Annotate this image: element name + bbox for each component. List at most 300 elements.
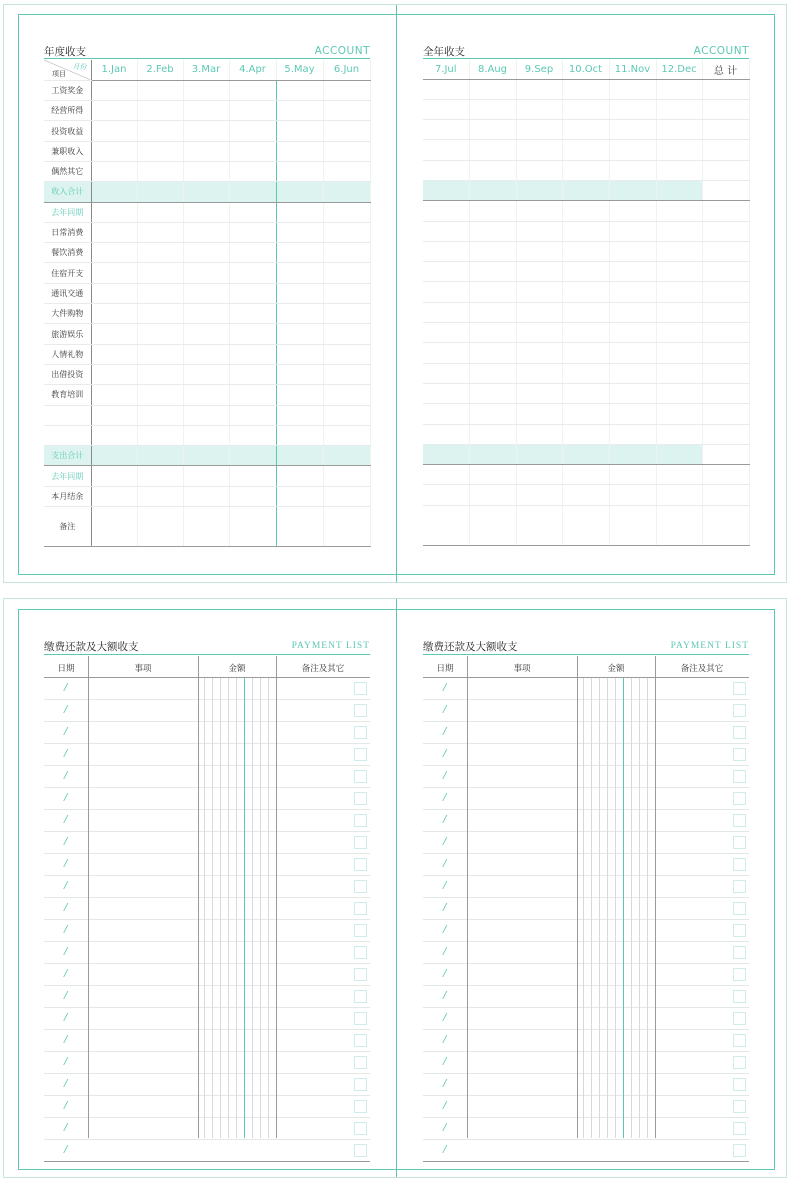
table-row[interactable] bbox=[423, 1052, 749, 1074]
entry-cell[interactable] bbox=[609, 262, 656, 282]
entry-cell[interactable] bbox=[562, 505, 609, 545]
entry-cell[interactable] bbox=[609, 465, 656, 485]
total-cell[interactable] bbox=[702, 262, 749, 282]
entry-cell[interactable] bbox=[423, 241, 469, 261]
entry-cell[interactable] bbox=[469, 282, 516, 302]
entry-cell[interactable] bbox=[323, 121, 370, 141]
entry-cell[interactable] bbox=[137, 121, 183, 141]
entry-cell[interactable] bbox=[323, 324, 370, 344]
checkbox[interactable] bbox=[354, 1100, 367, 1113]
entry-cell[interactable] bbox=[183, 304, 229, 324]
table-row[interactable] bbox=[423, 898, 749, 920]
entry-cell[interactable] bbox=[609, 485, 656, 505]
entry-cell[interactable] bbox=[423, 505, 469, 545]
entry-cell[interactable] bbox=[516, 424, 562, 444]
entry-cell[interactable] bbox=[91, 243, 137, 263]
entry-cell[interactable] bbox=[516, 140, 562, 160]
table-row[interactable] bbox=[44, 678, 370, 700]
table-row[interactable] bbox=[423, 854, 749, 876]
entry-cell[interactable] bbox=[656, 99, 702, 119]
entry-cell[interactable] bbox=[609, 505, 656, 545]
entry-cell[interactable] bbox=[91, 263, 137, 283]
entry-cell[interactable] bbox=[609, 424, 656, 444]
total-cell[interactable] bbox=[702, 383, 749, 403]
entry-cell[interactable] bbox=[656, 79, 702, 99]
entry-cell[interactable] bbox=[137, 324, 183, 344]
entry-cell[interactable] bbox=[91, 283, 137, 303]
table-row[interactable] bbox=[423, 700, 749, 722]
entry-cell[interactable] bbox=[229, 364, 276, 384]
entry-cell[interactable] bbox=[229, 80, 276, 100]
entry-cell[interactable] bbox=[323, 304, 370, 324]
entry-cell[interactable] bbox=[137, 263, 183, 283]
entry-cell[interactable] bbox=[562, 262, 609, 282]
entry-cell[interactable] bbox=[183, 344, 229, 364]
entry-cell[interactable] bbox=[183, 161, 229, 181]
entry-cell[interactable] bbox=[229, 486, 276, 506]
entry-cell[interactable] bbox=[516, 282, 562, 302]
checkbox[interactable] bbox=[733, 1034, 746, 1047]
entry-cell[interactable] bbox=[609, 404, 656, 424]
entry-cell[interactable] bbox=[91, 161, 137, 181]
entry-cell[interactable] bbox=[91, 202, 137, 222]
entry-cell[interactable] bbox=[137, 161, 183, 181]
entry-cell[interactable] bbox=[609, 221, 656, 241]
checkbox[interactable] bbox=[354, 726, 367, 739]
table-row[interactable] bbox=[44, 986, 370, 1008]
entry-cell[interactable] bbox=[183, 466, 229, 486]
entry-cell[interactable] bbox=[323, 222, 370, 242]
entry-cell[interactable] bbox=[469, 79, 516, 99]
entry-cell[interactable] bbox=[516, 160, 562, 180]
entry-cell[interactable] bbox=[516, 99, 562, 119]
entry-cell[interactable] bbox=[276, 324, 323, 344]
entry-cell[interactable] bbox=[516, 323, 562, 343]
entry-cell[interactable] bbox=[229, 202, 276, 222]
table-row[interactable] bbox=[423, 1118, 749, 1140]
checkbox[interactable] bbox=[354, 968, 367, 981]
entry-cell[interactable] bbox=[276, 466, 323, 486]
checkbox[interactable] bbox=[733, 770, 746, 783]
entry-cell[interactable] bbox=[91, 141, 137, 161]
table-row[interactable] bbox=[423, 1074, 749, 1096]
checkbox[interactable] bbox=[733, 880, 746, 893]
entry-cell[interactable] bbox=[423, 323, 469, 343]
entry-cell[interactable] bbox=[276, 385, 323, 405]
entry-cell[interactable] bbox=[183, 182, 229, 202]
entry-cell[interactable] bbox=[609, 160, 656, 180]
checkbox[interactable] bbox=[354, 682, 367, 695]
checkbox[interactable] bbox=[354, 1056, 367, 1069]
entry-cell[interactable] bbox=[423, 201, 469, 221]
entry-cell[interactable] bbox=[562, 79, 609, 99]
entry-cell[interactable] bbox=[609, 282, 656, 302]
entry-cell[interactable] bbox=[276, 121, 323, 141]
checkbox[interactable] bbox=[733, 1056, 746, 1069]
entry-cell[interactable] bbox=[562, 444, 609, 464]
entry-cell[interactable] bbox=[137, 364, 183, 384]
entry-cell[interactable] bbox=[183, 243, 229, 263]
entry-cell[interactable] bbox=[423, 424, 469, 444]
entry-cell[interactable] bbox=[656, 160, 702, 180]
total-cell[interactable] bbox=[702, 79, 749, 99]
checkbox[interactable] bbox=[354, 924, 367, 937]
total-cell[interactable] bbox=[702, 241, 749, 261]
table-row[interactable] bbox=[423, 920, 749, 942]
entry-cell[interactable] bbox=[562, 323, 609, 343]
entry-cell[interactable] bbox=[323, 466, 370, 486]
entry-cell[interactable] bbox=[91, 446, 137, 466]
entry-cell[interactable] bbox=[562, 363, 609, 383]
entry-cell[interactable] bbox=[183, 283, 229, 303]
entry-cell[interactable] bbox=[137, 283, 183, 303]
entry-cell[interactable] bbox=[323, 446, 370, 466]
entry-cell[interactable] bbox=[137, 141, 183, 161]
entry-cell[interactable] bbox=[656, 363, 702, 383]
table-row[interactable] bbox=[44, 700, 370, 722]
entry-cell[interactable] bbox=[323, 263, 370, 283]
total-cell[interactable] bbox=[702, 282, 749, 302]
checkbox[interactable] bbox=[354, 748, 367, 761]
entry-cell[interactable] bbox=[423, 99, 469, 119]
entry-cell[interactable] bbox=[656, 424, 702, 444]
entry-cell[interactable] bbox=[562, 302, 609, 322]
entry-cell[interactable] bbox=[656, 505, 702, 545]
entry-cell[interactable] bbox=[91, 182, 137, 202]
entry-cell[interactable] bbox=[137, 507, 183, 547]
entry-cell[interactable] bbox=[323, 141, 370, 161]
entry-cell[interactable] bbox=[516, 404, 562, 424]
total-cell[interactable] bbox=[702, 120, 749, 140]
entry-cell[interactable] bbox=[137, 385, 183, 405]
entry-cell[interactable] bbox=[423, 302, 469, 322]
table-row[interactable] bbox=[423, 744, 749, 766]
entry-cell[interactable] bbox=[183, 405, 229, 425]
entry-cell[interactable] bbox=[137, 243, 183, 263]
entry-cell[interactable] bbox=[137, 304, 183, 324]
checkbox[interactable] bbox=[354, 946, 367, 959]
checkbox[interactable] bbox=[733, 968, 746, 981]
total-cell[interactable] bbox=[702, 302, 749, 322]
entry-cell[interactable] bbox=[516, 221, 562, 241]
entry-cell[interactable] bbox=[656, 140, 702, 160]
checkbox[interactable] bbox=[354, 1078, 367, 1091]
entry-cell[interactable] bbox=[229, 121, 276, 141]
checkbox[interactable] bbox=[733, 1144, 746, 1157]
entry-cell[interactable] bbox=[609, 140, 656, 160]
entry-cell[interactable] bbox=[91, 466, 137, 486]
entry-cell[interactable] bbox=[562, 282, 609, 302]
checkbox[interactable] bbox=[354, 902, 367, 915]
checkbox[interactable] bbox=[733, 946, 746, 959]
entry-cell[interactable] bbox=[183, 101, 229, 121]
entry-cell[interactable] bbox=[609, 241, 656, 261]
entry-cell[interactable] bbox=[183, 507, 229, 547]
table-row[interactable] bbox=[44, 942, 370, 964]
entry-cell[interactable] bbox=[469, 221, 516, 241]
entry-cell[interactable] bbox=[229, 405, 276, 425]
entry-cell[interactable] bbox=[656, 282, 702, 302]
entry-cell[interactable] bbox=[183, 324, 229, 344]
entry-cell[interactable] bbox=[469, 383, 516, 403]
entry-cell[interactable] bbox=[91, 385, 137, 405]
checkbox[interactable] bbox=[354, 704, 367, 717]
table-row[interactable] bbox=[44, 810, 370, 832]
entry-cell[interactable] bbox=[323, 486, 370, 506]
entry-cell[interactable] bbox=[469, 363, 516, 383]
entry-cell[interactable] bbox=[183, 202, 229, 222]
entry-cell[interactable] bbox=[276, 425, 323, 445]
entry-cell[interactable] bbox=[469, 201, 516, 221]
table-row[interactable] bbox=[44, 1052, 370, 1074]
total-cell[interactable] bbox=[702, 424, 749, 444]
entry-cell[interactable] bbox=[562, 404, 609, 424]
entry-cell[interactable] bbox=[516, 79, 562, 99]
entry-cell[interactable] bbox=[323, 425, 370, 445]
checkbox[interactable] bbox=[733, 1122, 746, 1135]
entry-cell[interactable] bbox=[469, 485, 516, 505]
entry-cell[interactable] bbox=[516, 201, 562, 221]
table-row[interactable] bbox=[44, 1030, 370, 1052]
entry-cell[interactable] bbox=[91, 486, 137, 506]
entry-cell[interactable] bbox=[609, 79, 656, 99]
entry-cell[interactable] bbox=[516, 241, 562, 261]
entry-cell[interactable] bbox=[469, 241, 516, 261]
entry-cell[interactable] bbox=[276, 243, 323, 263]
total-cell[interactable] bbox=[702, 444, 749, 464]
total-cell[interactable] bbox=[702, 505, 749, 545]
entry-cell[interactable] bbox=[562, 221, 609, 241]
total-cell[interactable] bbox=[702, 99, 749, 119]
entry-cell[interactable] bbox=[229, 466, 276, 486]
entry-cell[interactable] bbox=[276, 141, 323, 161]
entry-cell[interactable] bbox=[609, 201, 656, 221]
checkbox[interactable] bbox=[354, 836, 367, 849]
entry-cell[interactable] bbox=[423, 262, 469, 282]
entry-cell[interactable] bbox=[229, 507, 276, 547]
entry-cell[interactable] bbox=[91, 507, 137, 547]
table-row[interactable] bbox=[44, 1096, 370, 1118]
entry-cell[interactable] bbox=[423, 120, 469, 140]
table-row[interactable] bbox=[44, 920, 370, 942]
entry-cell[interactable] bbox=[276, 202, 323, 222]
checkbox[interactable] bbox=[354, 990, 367, 1003]
total-cell[interactable] bbox=[702, 363, 749, 383]
entry-cell[interactable] bbox=[516, 180, 562, 200]
entry-cell[interactable] bbox=[137, 486, 183, 506]
entry-cell[interactable] bbox=[656, 343, 702, 363]
table-row[interactable] bbox=[423, 876, 749, 898]
entry-cell[interactable] bbox=[469, 343, 516, 363]
entry-cell[interactable] bbox=[469, 140, 516, 160]
entry-cell[interactable] bbox=[91, 425, 137, 445]
entry-cell[interactable] bbox=[229, 385, 276, 405]
entry-cell[interactable] bbox=[656, 180, 702, 200]
entry-cell[interactable] bbox=[323, 101, 370, 121]
entry-cell[interactable] bbox=[656, 465, 702, 485]
checkbox[interactable] bbox=[354, 1122, 367, 1135]
checkbox[interactable] bbox=[733, 858, 746, 871]
entry-cell[interactable] bbox=[609, 323, 656, 343]
checkbox[interactable] bbox=[733, 902, 746, 915]
entry-cell[interactable] bbox=[323, 405, 370, 425]
entry-cell[interactable] bbox=[91, 344, 137, 364]
entry-cell[interactable] bbox=[229, 446, 276, 466]
entry-cell[interactable] bbox=[323, 182, 370, 202]
entry-cell[interactable] bbox=[656, 302, 702, 322]
entry-cell[interactable] bbox=[183, 263, 229, 283]
entry-cell[interactable] bbox=[656, 221, 702, 241]
entry-cell[interactable] bbox=[516, 444, 562, 464]
entry-cell[interactable] bbox=[423, 221, 469, 241]
table-row[interactable] bbox=[423, 832, 749, 854]
table-row[interactable] bbox=[44, 832, 370, 854]
entry-cell[interactable] bbox=[276, 344, 323, 364]
entry-cell[interactable] bbox=[656, 485, 702, 505]
checkbox[interactable] bbox=[733, 1078, 746, 1091]
total-cell[interactable] bbox=[702, 465, 749, 485]
checkbox[interactable] bbox=[733, 748, 746, 761]
checkbox[interactable] bbox=[354, 858, 367, 871]
entry-cell[interactable] bbox=[562, 424, 609, 444]
checkbox[interactable] bbox=[733, 836, 746, 849]
entry-cell[interactable] bbox=[137, 446, 183, 466]
table-row[interactable] bbox=[423, 678, 749, 700]
entry-cell[interactable] bbox=[562, 140, 609, 160]
entry-cell[interactable] bbox=[609, 444, 656, 464]
table-row[interactable] bbox=[44, 1140, 370, 1162]
checkbox[interactable] bbox=[733, 1100, 746, 1113]
entry-cell[interactable] bbox=[656, 201, 702, 221]
table-row[interactable] bbox=[44, 1074, 370, 1096]
total-cell[interactable] bbox=[702, 201, 749, 221]
table-row[interactable] bbox=[423, 722, 749, 744]
entry-cell[interactable] bbox=[469, 160, 516, 180]
entry-cell[interactable] bbox=[423, 383, 469, 403]
entry-cell[interactable] bbox=[183, 121, 229, 141]
entry-cell[interactable] bbox=[423, 282, 469, 302]
entry-cell[interactable] bbox=[469, 404, 516, 424]
entry-cell[interactable] bbox=[137, 182, 183, 202]
checkbox[interactable] bbox=[354, 770, 367, 783]
entry-cell[interactable] bbox=[423, 140, 469, 160]
total-cell[interactable] bbox=[702, 160, 749, 180]
entry-cell[interactable] bbox=[609, 383, 656, 403]
entry-cell[interactable] bbox=[91, 80, 137, 100]
entry-cell[interactable] bbox=[423, 444, 469, 464]
entry-cell[interactable] bbox=[91, 405, 137, 425]
entry-cell[interactable] bbox=[183, 425, 229, 445]
entry-cell[interactable] bbox=[562, 201, 609, 221]
checkbox[interactable] bbox=[354, 814, 367, 827]
table-row[interactable] bbox=[44, 898, 370, 920]
total-cell[interactable] bbox=[702, 221, 749, 241]
table-row[interactable] bbox=[44, 1118, 370, 1140]
entry-cell[interactable] bbox=[423, 180, 469, 200]
entry-cell[interactable] bbox=[183, 385, 229, 405]
entry-cell[interactable] bbox=[609, 363, 656, 383]
entry-cell[interactable] bbox=[423, 79, 469, 99]
entry-cell[interactable] bbox=[183, 446, 229, 466]
entry-cell[interactable] bbox=[183, 80, 229, 100]
table-row[interactable] bbox=[423, 964, 749, 986]
entry-cell[interactable] bbox=[423, 465, 469, 485]
entry-cell[interactable] bbox=[276, 101, 323, 121]
entry-cell[interactable] bbox=[323, 161, 370, 181]
entry-cell[interactable] bbox=[656, 444, 702, 464]
entry-cell[interactable] bbox=[323, 80, 370, 100]
entry-cell[interactable] bbox=[423, 160, 469, 180]
table-row[interactable] bbox=[44, 766, 370, 788]
entry-cell[interactable] bbox=[183, 364, 229, 384]
entry-cell[interactable] bbox=[516, 485, 562, 505]
entry-cell[interactable] bbox=[516, 343, 562, 363]
entry-cell[interactable] bbox=[183, 486, 229, 506]
entry-cell[interactable] bbox=[137, 405, 183, 425]
table-row[interactable] bbox=[423, 810, 749, 832]
table-row[interactable] bbox=[44, 722, 370, 744]
entry-cell[interactable] bbox=[609, 343, 656, 363]
entry-cell[interactable] bbox=[229, 141, 276, 161]
checkbox[interactable] bbox=[354, 880, 367, 893]
entry-cell[interactable] bbox=[469, 424, 516, 444]
entry-cell[interactable] bbox=[137, 222, 183, 242]
entry-cell[interactable] bbox=[276, 80, 323, 100]
entry-cell[interactable] bbox=[562, 99, 609, 119]
entry-cell[interactable] bbox=[323, 202, 370, 222]
entry-cell[interactable] bbox=[469, 323, 516, 343]
table-row[interactable] bbox=[423, 1140, 749, 1162]
entry-cell[interactable] bbox=[516, 505, 562, 545]
entry-cell[interactable] bbox=[562, 160, 609, 180]
entry-cell[interactable] bbox=[137, 425, 183, 445]
entry-cell[interactable] bbox=[276, 182, 323, 202]
entry-cell[interactable] bbox=[562, 180, 609, 200]
entry-cell[interactable] bbox=[91, 222, 137, 242]
entry-cell[interactable] bbox=[423, 343, 469, 363]
entry-cell[interactable] bbox=[656, 120, 702, 140]
entry-cell[interactable] bbox=[229, 182, 276, 202]
entry-cell[interactable] bbox=[656, 262, 702, 282]
checkbox[interactable] bbox=[733, 682, 746, 695]
total-cell[interactable] bbox=[702, 140, 749, 160]
entry-cell[interactable] bbox=[656, 241, 702, 261]
entry-cell[interactable] bbox=[229, 243, 276, 263]
entry-cell[interactable] bbox=[469, 465, 516, 485]
entry-cell[interactable] bbox=[137, 101, 183, 121]
entry-cell[interactable] bbox=[323, 344, 370, 364]
checkbox[interactable] bbox=[354, 1034, 367, 1047]
checkbox[interactable] bbox=[733, 704, 746, 717]
entry-cell[interactable] bbox=[323, 385, 370, 405]
entry-cell[interactable] bbox=[562, 383, 609, 403]
table-row[interactable] bbox=[423, 766, 749, 788]
entry-cell[interactable] bbox=[516, 383, 562, 403]
entry-cell[interactable] bbox=[609, 99, 656, 119]
checkbox[interactable] bbox=[733, 814, 746, 827]
total-cell[interactable] bbox=[702, 404, 749, 424]
table-row[interactable] bbox=[423, 942, 749, 964]
total-cell[interactable] bbox=[702, 343, 749, 363]
entry-cell[interactable] bbox=[183, 222, 229, 242]
entry-cell[interactable] bbox=[516, 262, 562, 282]
entry-cell[interactable] bbox=[323, 243, 370, 263]
checkbox[interactable] bbox=[733, 924, 746, 937]
entry-cell[interactable] bbox=[276, 446, 323, 466]
checkbox[interactable] bbox=[354, 792, 367, 805]
table-row[interactable] bbox=[44, 964, 370, 986]
checkbox[interactable] bbox=[733, 990, 746, 1003]
